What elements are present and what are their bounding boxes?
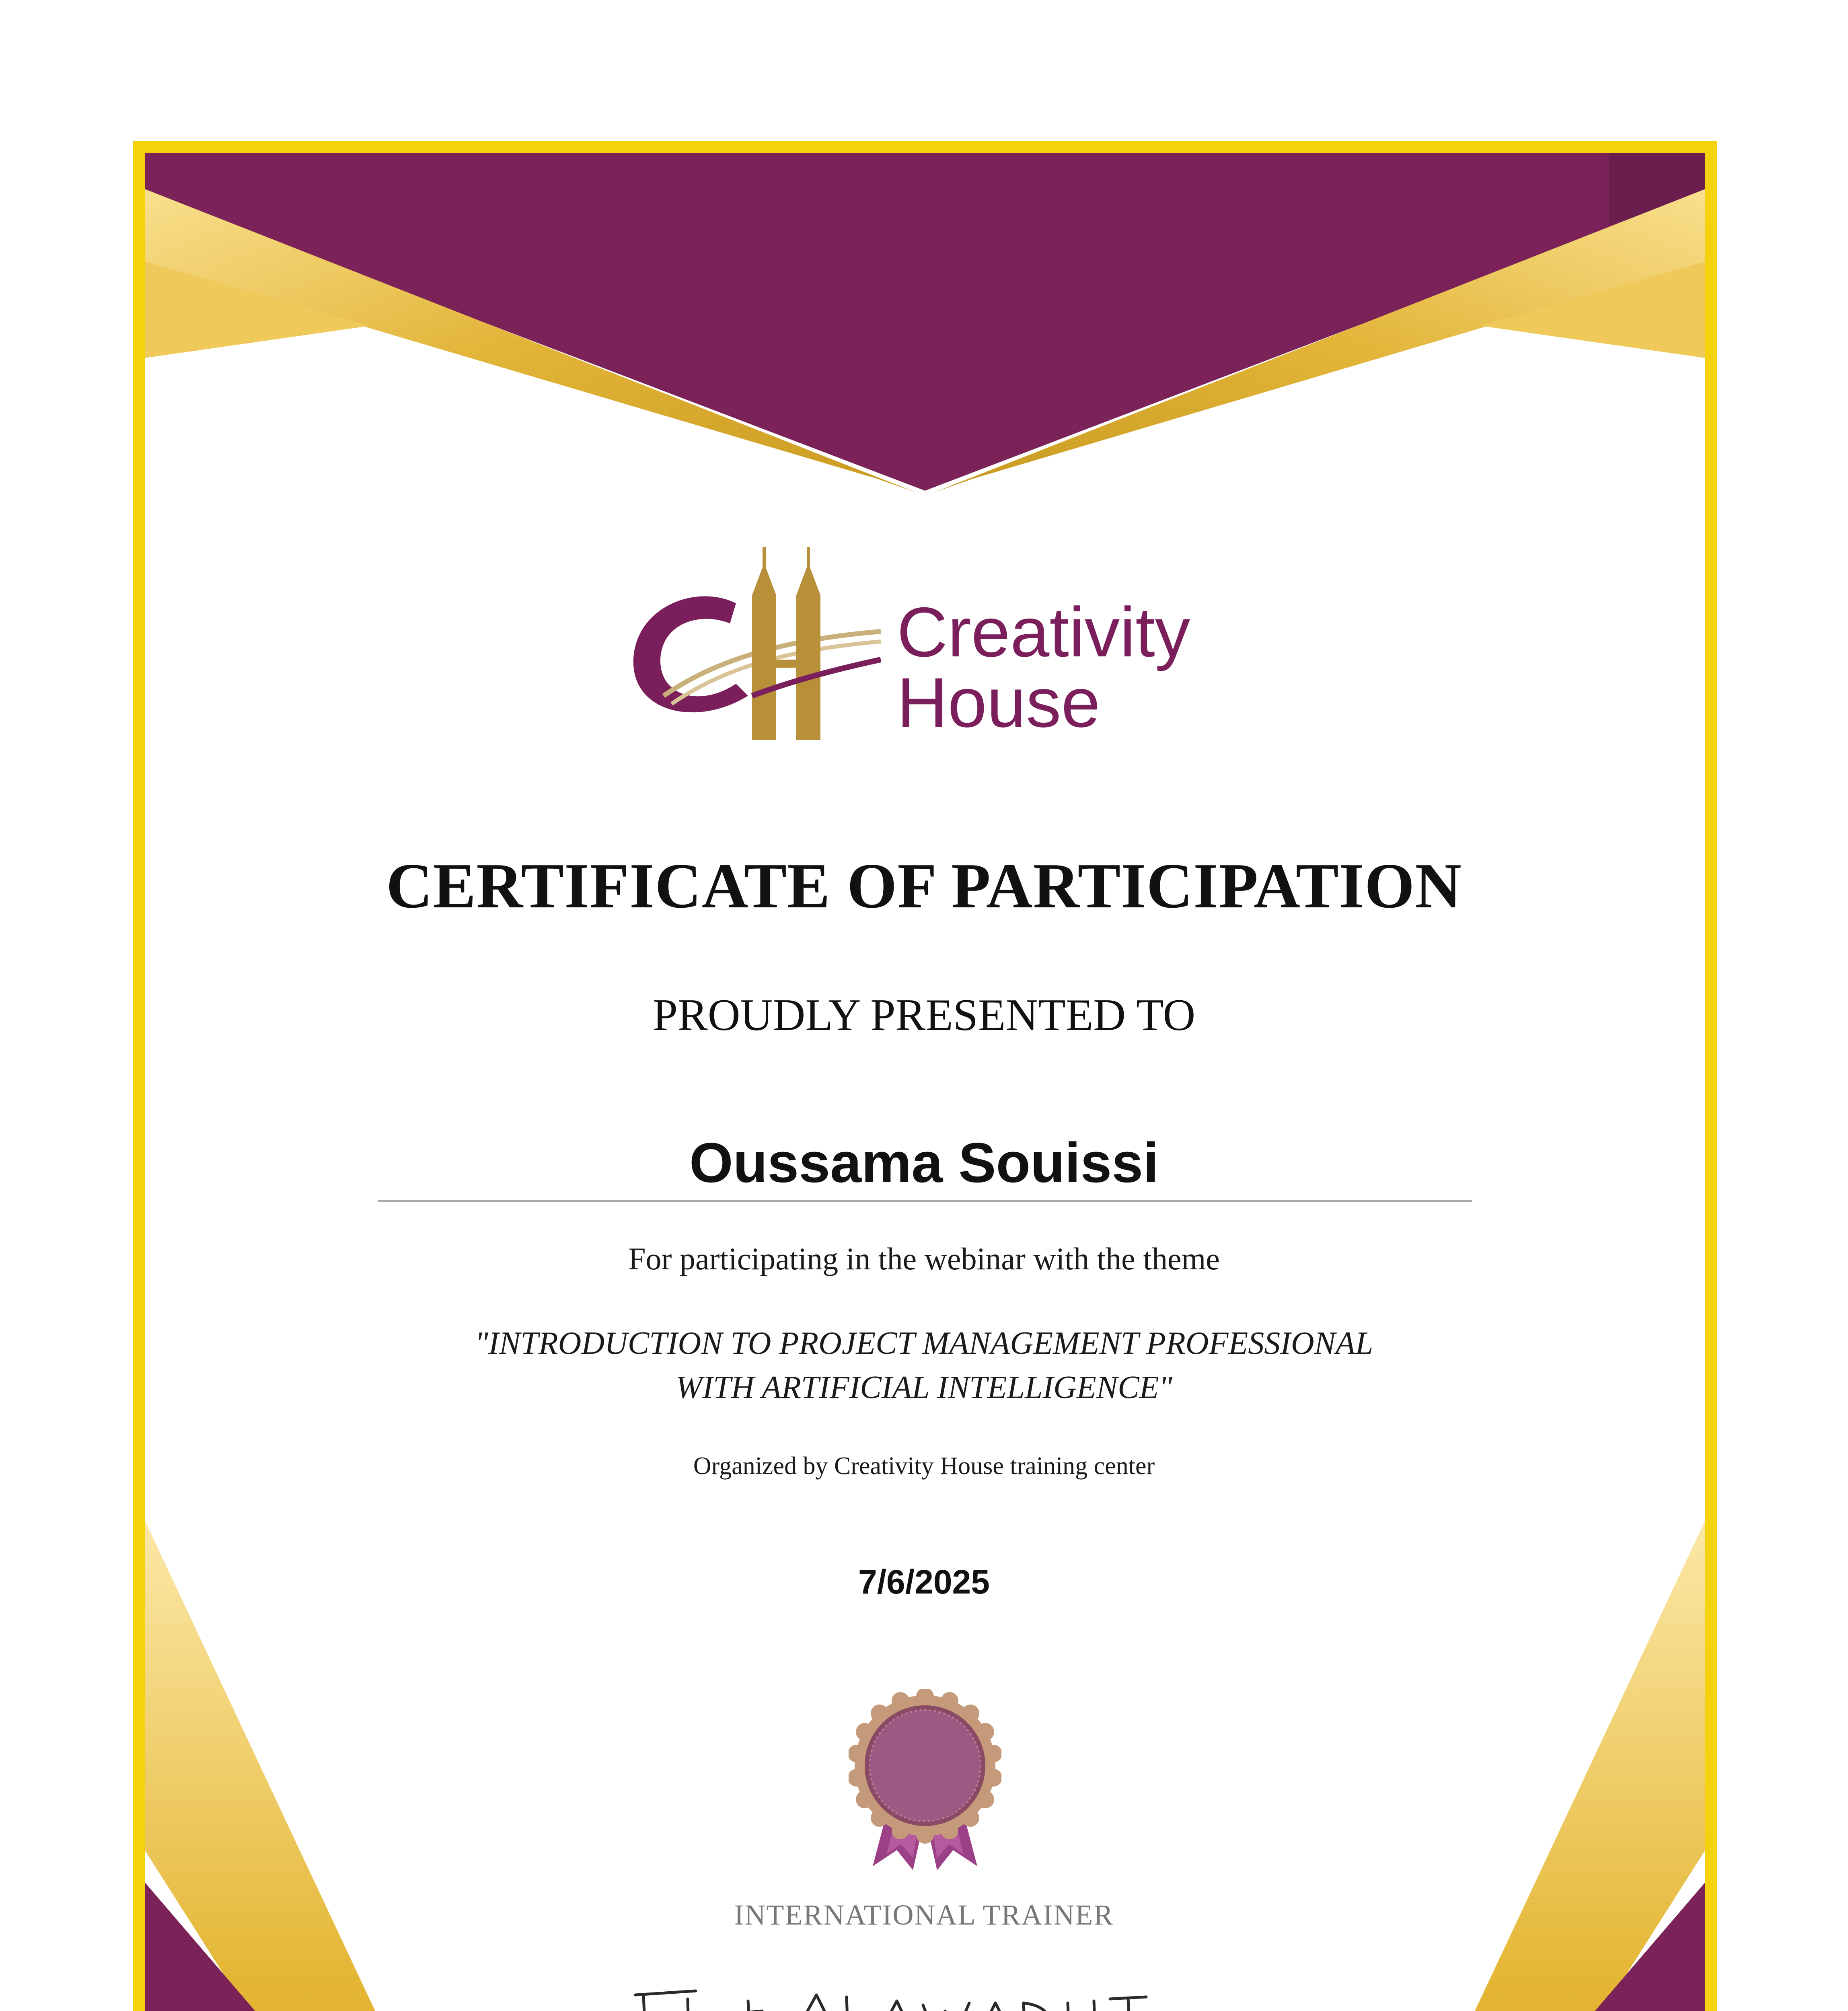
name-underline	[378, 1200, 1472, 1202]
recipient-name: Oussama Souissi	[689, 1131, 1159, 1194]
creativity-house-logo	[615, 539, 1251, 748]
organizer-text: Organized by Creativity House training center	[693, 1452, 1155, 1480]
certificate-date: 7/6/2025	[858, 1563, 990, 1601]
logo-text-creativity: Creativity	[897, 593, 1190, 672]
webinar-theme	[0, 1321, 1848, 1410]
theme-line-2: WITH ARTIFICIAL INTELLIGENCE"	[675, 1370, 1173, 1405]
theme-line-1: "INTRODUCTION TO PROJECT MANAGEMENT PROFESSIONAL	[475, 1326, 1373, 1361]
logo-text-house: House	[897, 664, 1100, 742]
trainer-title: INTERNATIONAL TRAINER	[734, 1899, 1114, 1931]
participation-description: For participating in the webinar with the theme	[628, 1241, 1220, 1276]
twin-towers-logo-icon	[615, 539, 897, 748]
certificate-title: CERTIFICATE OF PARTICIPATION	[386, 850, 1462, 921]
trainer-signature	[627, 1971, 1207, 2011]
award-seal-icon	[849, 1689, 1001, 1874]
presented-to-label: PROUDLY PRESENTED TO	[652, 990, 1196, 1040]
